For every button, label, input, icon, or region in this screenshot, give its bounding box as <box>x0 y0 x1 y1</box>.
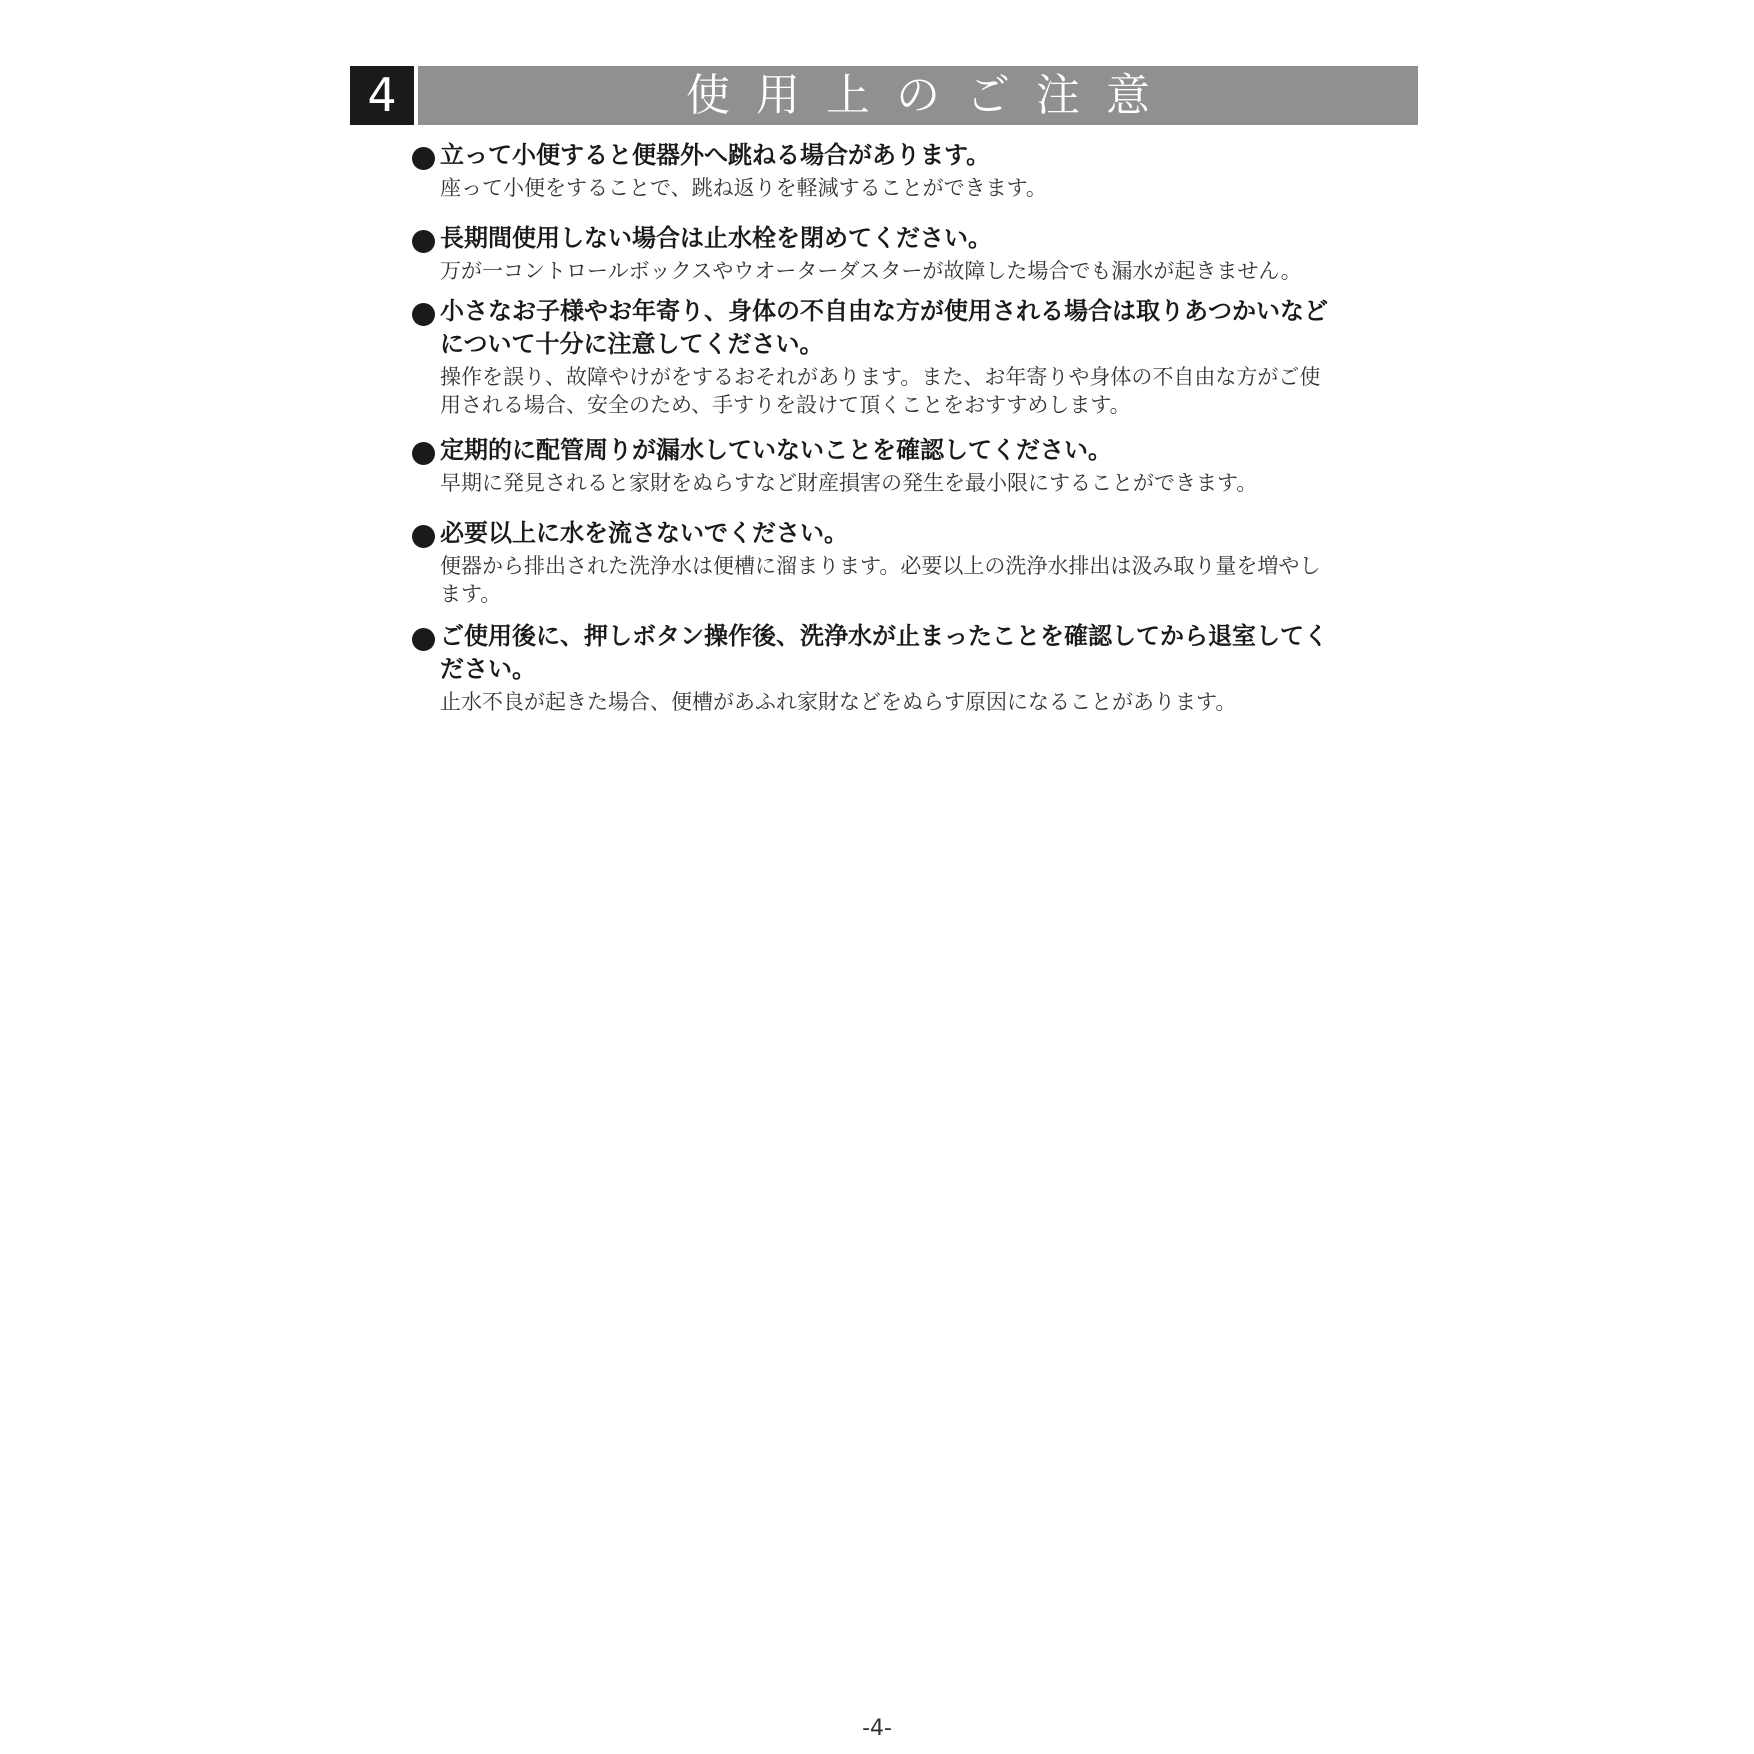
caution-item-1 <box>412 139 1422 209</box>
caution-body: 操作を誤り、故障やけがをするおそれがあります。また、お年寄りや身体の不自由な方がご使 用される場合、安全のため、手すりを設けて頂くことをおすすめします。 <box>440 365 1321 417</box>
caution-item-2 <box>412 222 1422 291</box>
bullet-icon <box>412 442 435 465</box>
caution-item-3 <box>412 295 1422 419</box>
bullet-icon <box>412 147 435 170</box>
caution-body: 早期に発見されると家財をぬらすなど財産損害の発生を最小限にすることができます。 <box>440 471 1258 495</box>
caution-heading: 立って小便すると便器外へ跳ねる場合があります。 <box>440 141 991 169</box>
bullet-icon <box>412 303 435 326</box>
section-title-bar <box>418 66 1418 125</box>
caution-body: 止水不良が起きた場合、便槽があふれ家財などをぬらす原因になることがあります。 <box>440 690 1237 714</box>
caution-item-4 <box>412 434 1422 504</box>
caution-body: 座って小便をすることで、跳ね返りを軽減することができます。 <box>440 176 1047 200</box>
section-header <box>350 66 1418 125</box>
section-number: 4 <box>350 66 414 125</box>
bullet-icon <box>412 525 435 548</box>
caution-heading: ご使用後に、押しボタン操作後、洗浄水が止まったことを確認してから退室してく ださい。 <box>440 622 1328 683</box>
caution-body: 便器から排出された洗浄水は便槽に溜まります。必要以上の洗浄水排出は汲み取り量を増やし ます。 <box>440 554 1321 606</box>
caution-item-6 <box>412 620 1422 720</box>
caution-heading: 必要以上に水を流さないでください。 <box>440 519 848 547</box>
caution-heading: 長期間使用しない場合は止水栓を閉めてください。 <box>440 224 992 252</box>
caution-item-5 <box>412 517 1422 613</box>
bullet-icon <box>412 230 435 253</box>
caution-body: 万が一コントロールボックスやウオーターダスターが故障した場合でも漏水が起きません。 <box>440 259 1302 283</box>
section-title: 使用上のご注意 <box>686 70 1176 121</box>
caution-heading: 小さなお子様やお年寄り、身体の不自由な方が使用される場合は取りあつかいなど について十分に注意してください。 <box>440 297 1328 358</box>
caution-list <box>412 139 1422 720</box>
page-number: -4- <box>862 1716 892 1741</box>
bullet-icon <box>412 628 435 651</box>
caution-heading: 定期的に配管周りが漏水していないことを確認してください。 <box>440 436 1112 464</box>
